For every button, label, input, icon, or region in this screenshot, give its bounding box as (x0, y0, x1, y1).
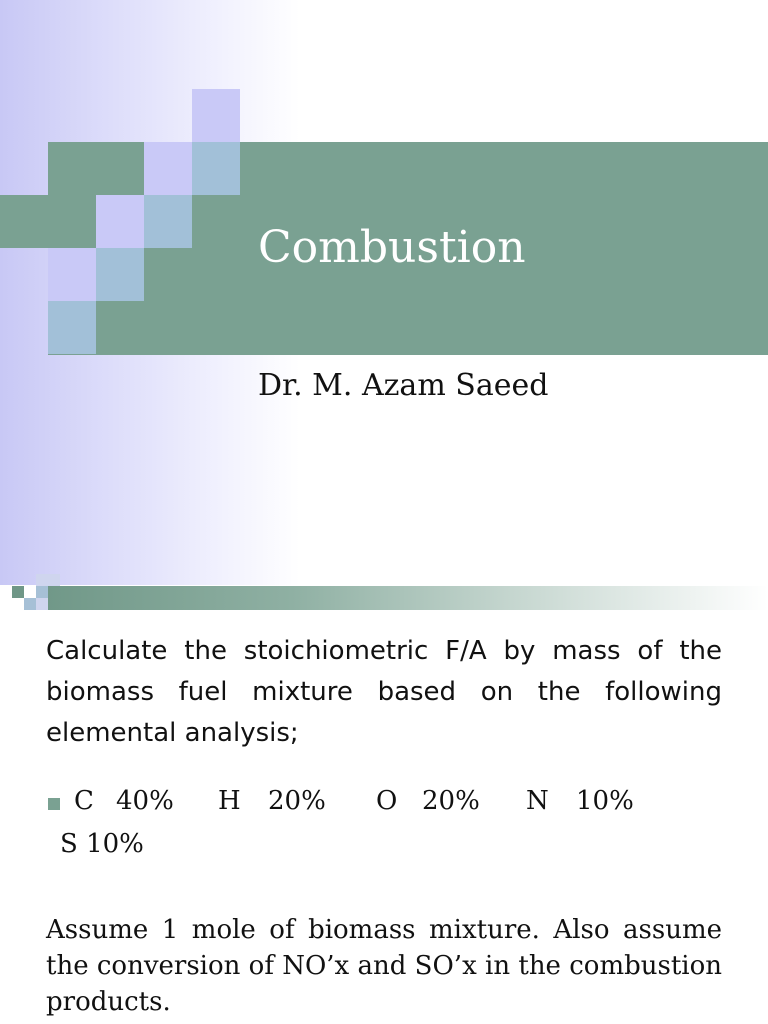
element-percent: 10% (576, 786, 634, 816)
mosaic-square (192, 89, 240, 142)
mosaic-square (144, 195, 192, 248)
element-percent: 40% (116, 786, 174, 816)
square-bullet-icon (48, 798, 60, 810)
composition-list-item (46, 786, 746, 826)
problem-statement: Calculate the stoichiometric F/A by mass of the biomass fuel mixture based on the following elemental analysis; (46, 636, 722, 748)
element-percent: 20% (422, 786, 480, 816)
element-symbol: H (218, 786, 241, 816)
author-name: Dr. M. Azam Saeed (258, 368, 549, 403)
assumption-text: Assume 1 mole of biomass mixture. Also assume the conversion of NO’x and SO’x in the combustion products. (46, 915, 722, 1017)
mosaic-square (144, 142, 192, 195)
divider-square (36, 574, 48, 586)
element-symbol: C (74, 786, 94, 816)
mosaic-square (96, 248, 144, 301)
element-percent: 20% (268, 786, 326, 816)
divider-square (12, 586, 24, 598)
divider-band (36, 586, 768, 610)
mosaic-square (192, 142, 240, 195)
divider-square (36, 598, 48, 610)
divider-square (48, 574, 60, 586)
mosaic-square (48, 248, 96, 301)
element-symbol: O (376, 786, 398, 816)
mosaic-square (0, 195, 48, 248)
element-symbol: N (526, 786, 549, 816)
divider-square (36, 586, 48, 598)
mosaic-square (96, 195, 144, 248)
mosaic-square (48, 301, 96, 354)
divider-square (24, 598, 36, 610)
composition-wrap-line: S 10% (60, 829, 144, 859)
slide-title: Combustion (258, 222, 526, 273)
